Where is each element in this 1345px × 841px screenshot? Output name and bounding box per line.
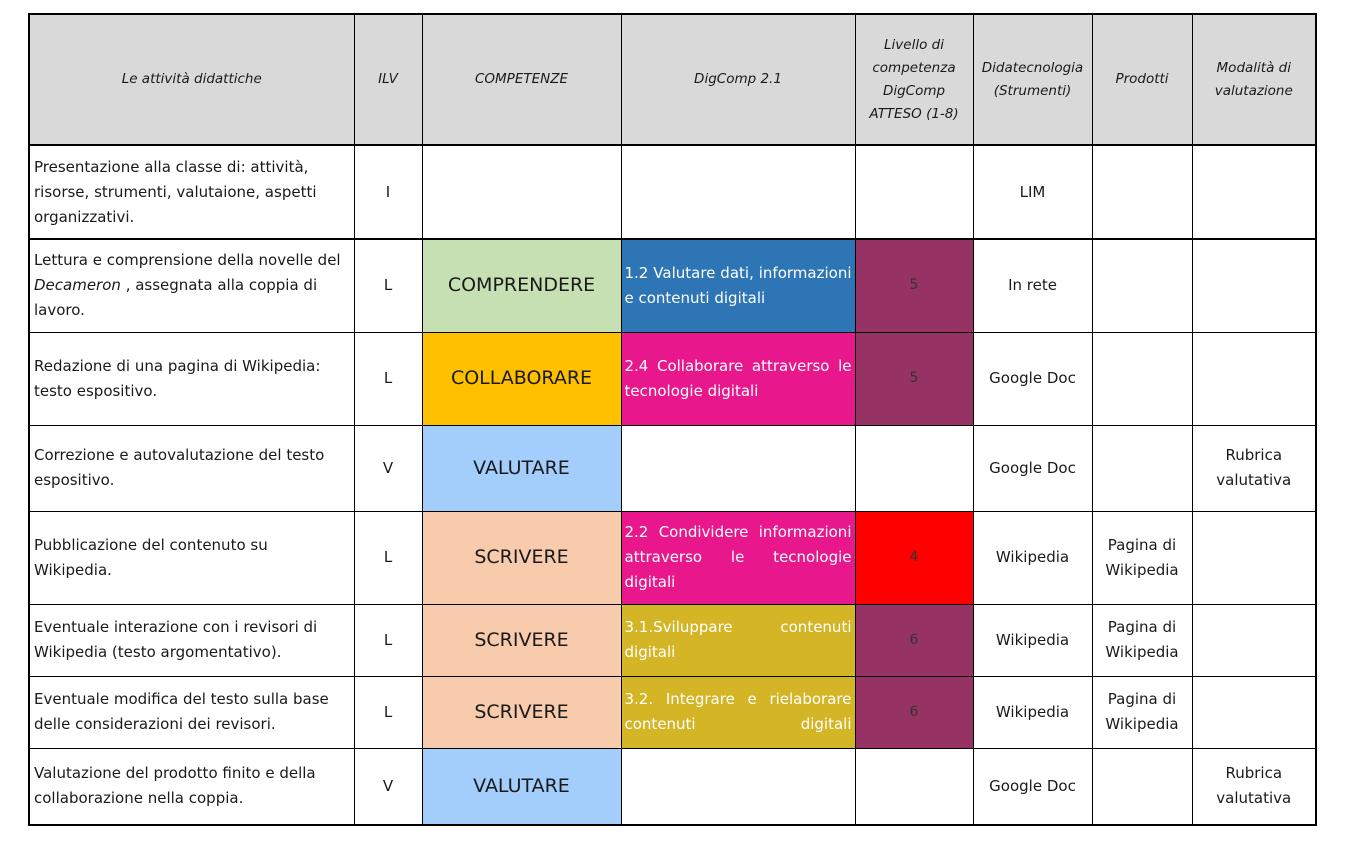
cell-modalita (1192, 145, 1316, 239)
cell-livello (855, 425, 973, 511)
cell-digcomp: 2.2 Condividere informazioni attraverso le tecnologie digitali (621, 511, 855, 604)
cell-competenza: SCRIVERE (422, 604, 621, 676)
cell-modalita (1192, 511, 1316, 604)
header-modalita: Modalità di valutazione (1192, 14, 1316, 145)
cell-livello: 6 (855, 676, 973, 748)
table-row (29, 425, 1316, 511)
cell-competenza: SCRIVERE (422, 511, 621, 604)
cell-attivita: Presentazione alla classe di: attività, risorse, strumenti, valutaione, aspetti organizzativi. (29, 145, 354, 239)
cell-competenza: VALUTARE (422, 748, 621, 825)
cell-strumenti: Google Doc (973, 748, 1092, 825)
cell-ilv: V (354, 748, 422, 825)
cell-strumenti: Google Doc (973, 332, 1092, 425)
cell-attivita (29, 239, 354, 332)
cell-modalita (1192, 332, 1316, 425)
table-row (29, 604, 1316, 676)
cell-attivita: Eventuale interazione con i revisori di Wikipedia (testo argomentativo). (29, 604, 354, 676)
cell-strumenti: Wikipedia (973, 676, 1092, 748)
cell-competenza: VALUTARE (422, 425, 621, 511)
cell-ilv: L (354, 332, 422, 425)
cell-livello: 4 (855, 511, 973, 604)
cell-livello (855, 748, 973, 825)
cell-attivita: Eventuale modifica del testo sulla base delle considerazioni dei revisori. (29, 676, 354, 748)
cell-attivita: Redazione di una pagina di Wikipedia: testo espositivo. (29, 332, 354, 425)
table-row (29, 511, 1316, 604)
cell-competenza: COMPRENDERE (422, 239, 621, 332)
cell-competenza: SCRIVERE (422, 676, 621, 748)
cell-digcomp (621, 145, 855, 239)
cell-livello: 5 (855, 239, 973, 332)
cell-modalita: Rubrica valutativa (1192, 748, 1316, 825)
cell-prodotti (1092, 332, 1192, 425)
cell-digcomp: 3.1.Sviluppare contenuti digitali (621, 604, 855, 676)
cell-prodotti (1092, 748, 1192, 825)
cell-digcomp (621, 425, 855, 511)
cell-strumenti: Wikipedia (973, 511, 1092, 604)
cell-competenza: COLLABORARE (422, 332, 621, 425)
table-row (29, 145, 1316, 239)
header-didatecnologia: Didatecnologia (Strumenti) (973, 14, 1092, 145)
cell-strumenti: Wikipedia (973, 604, 1092, 676)
table-row (29, 332, 1316, 425)
cell-ilv: L (354, 511, 422, 604)
cell-prodotti (1092, 145, 1192, 239)
cell-modalita: Rubrica valutativa (1192, 425, 1316, 511)
didactic-plan-table (28, 13, 1317, 826)
cell-livello: 6 (855, 604, 973, 676)
table-row (29, 676, 1316, 748)
cell-modalita (1192, 239, 1316, 332)
cell-strumenti: LIM (973, 145, 1092, 239)
cell-modalita (1192, 604, 1316, 676)
cell-livello: 5 (855, 332, 973, 425)
header-livello: Livello di competenza DigComp ATTESO (1-8) (855, 14, 973, 145)
cell-attivita: Pubblicazione del contenuto su Wikipedia. (29, 511, 354, 604)
cell-ilv: I (354, 145, 422, 239)
table-row (29, 748, 1316, 825)
cell-livello (855, 145, 973, 239)
cell-ilv: L (354, 239, 422, 332)
cell-attivita: Correzione e autovalutazione del testo espositivo. (29, 425, 354, 511)
cell-ilv: L (354, 604, 422, 676)
cell-competenza (422, 145, 621, 239)
cell-attivita: Valutazione del prodotto finito e della collaborazione nella coppia. (29, 748, 354, 825)
cell-digcomp: 3.2. Integrare e rielaborare contenuti digitali (621, 676, 855, 748)
cell-prodotti (1092, 425, 1192, 511)
header-prodotti: Prodotti (1092, 14, 1192, 145)
cell-ilv: L (354, 676, 422, 748)
cell-prodotti: Pagina di Wikipedia (1092, 676, 1192, 748)
header-ilv: ILV (354, 14, 422, 145)
cell-digcomp (621, 748, 855, 825)
attivita-text: Lettura e comprensione della novelle del (34, 251, 341, 270)
header-competenze: COMPETENZE (422, 14, 621, 145)
cell-modalita (1192, 676, 1316, 748)
cell-strumenti: In rete (973, 239, 1092, 332)
attivita-text: , assegnata alla coppia di lavoro. (34, 276, 318, 320)
cell-prodotti (1092, 239, 1192, 332)
header-attivita: Le attività didattiche (29, 14, 354, 145)
header-row (29, 14, 1316, 145)
cell-prodotti: Pagina di Wikipedia (1092, 604, 1192, 676)
attivita-title-emphasis: Decameron (34, 276, 121, 295)
cell-digcomp: 1.2 Valutare dati, informazioni e contenuti digitali (621, 239, 855, 332)
table-row (29, 239, 1316, 332)
header-digcomp: DigComp 2.1 (621, 14, 855, 145)
cell-strumenti: Google Doc (973, 425, 1092, 511)
cell-prodotti: Pagina di Wikipedia (1092, 511, 1192, 604)
cell-digcomp: 2.4 Collaborare attraverso le tecnologie digitali (621, 332, 855, 425)
cell-ilv: V (354, 425, 422, 511)
